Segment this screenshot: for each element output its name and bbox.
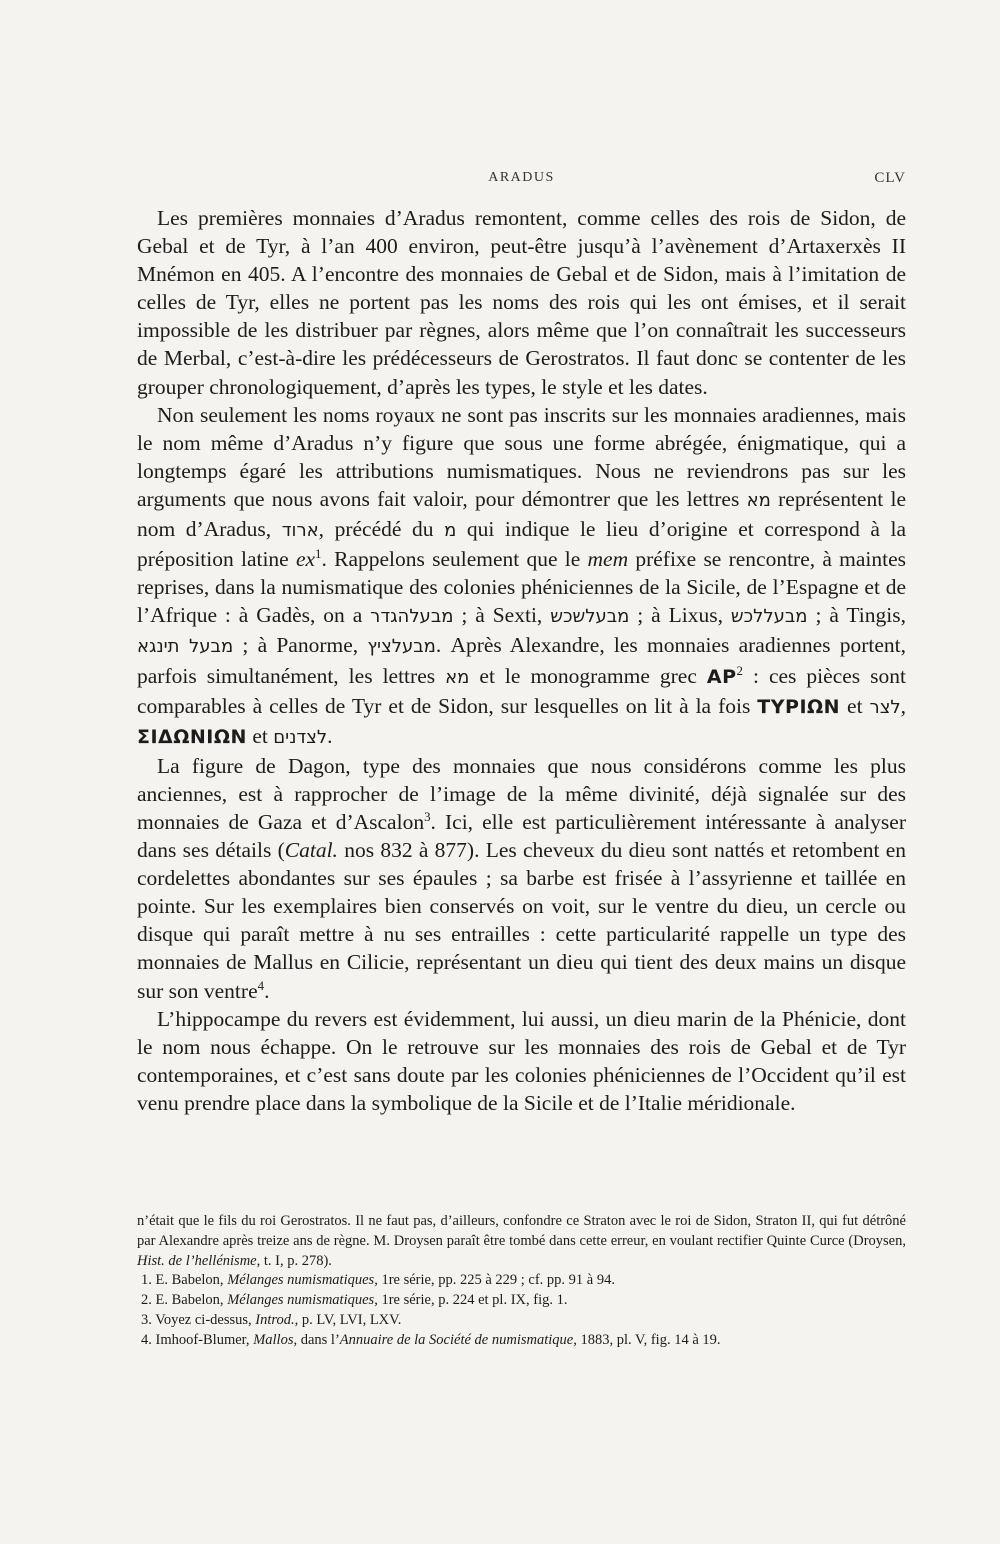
footnote-number: 2. [141, 1292, 152, 1309]
text-run: nos 832 à 877). Les cheveux du dieu sont nattés et retombent en cordelettes abondantes sur ses épaules ; sa barbe est frisée à l’assyrienne et taillée en pointe. Sur les exemplaires bien conservés on voit, sur le ventre du dieu, un cercle ou disque qui paraît mettre à nu ses entrailles : cette particularité rappelle un type des monnaies de Mallus en Cilicie, représentant un dieu qui tient des deux mains un disque sur son ventre [137, 838, 906, 1003]
hebrew-inscription: מבעללכש [730, 606, 808, 628]
italic-title: Mélanges numismatiques [227, 1292, 375, 1309]
hebrew-inscription: מבעלהגדר [370, 606, 454, 628]
hebrew-inscription: מא [445, 666, 470, 688]
hebrew-inscription: מבעלציץ [367, 636, 436, 658]
greek-legend: ΣΙΔΩΝΙΩΝ [137, 725, 247, 748]
text-run: : ces pièces sont comparables à celles de Tyr et de Sidon, sur lesquelles on lit à la fois [137, 663, 907, 718]
text-run: , [900, 693, 906, 718]
footnote-1 [137, 1271, 906, 1291]
text-run: , p. LV, LVI, LXV. [294, 1311, 402, 1328]
hebrew-inscription: ארוד [281, 520, 319, 542]
text-run: ; à Lixus, [629, 603, 731, 628]
hebrew-inscription: מבעל תינגא [137, 636, 234, 658]
hebrew-inscription: מבעלשכש [550, 606, 630, 628]
text-run: , 1re série, pp. 225 à 229 ; cf. pp. 91 à 94. [374, 1272, 615, 1289]
text-run: , 1re série, p. 224 et pl. IX, fig. 1. [374, 1292, 568, 1309]
paragraph-1 [137, 204, 906, 401]
text-run: . [327, 723, 333, 748]
hebrew-inscription: לצדנים [273, 726, 328, 748]
footnote-list [137, 1271, 906, 1350]
footnote-2 [137, 1291, 906, 1311]
footnote-number: 3. [141, 1311, 152, 1328]
footnote-ref[interactable]: 4 [257, 978, 265, 993]
text-run: préfixe se rencontre, à maintes reprises, dans la numismatique des colonies phéniciennes de la Sicile, de l’Espagne et de l’Afrique : à Gadès, on a [137, 547, 906, 628]
text-run: Les premières monnaies d’Aradus remontent, comme celles des rois de Sidon, de Gebal et de Tyr, à l’an 400 environ, peut-être jusqu’à l’avènement d’Artaxerxès II Mnémon en 405. A l’encontre des monnaies de Gebal et de Sidon, mais à l’imitation de celles de Tyr, elles ne portent pas les noms des rois qui les ont émises, et il serait impossible de les distribuer par règnes, alors même que l’on connaîtrait les successeurs de Merbal, c’est-à-dire les prédécesseurs de Gerostratos. Il faut donc se contenter de les grouper chronologiquement, d’après les types, le style et les dates. [137, 206, 906, 399]
text-run: , t. I, p. 278). [256, 1252, 332, 1269]
text-run: et [840, 693, 870, 718]
text-run: . Rappelons seulement que le [321, 547, 588, 572]
footnote-4 [137, 1331, 906, 1351]
text-run: ; à Tingis, [807, 603, 906, 628]
italic-term: ex [295, 547, 316, 572]
text-run: et [246, 723, 274, 748]
text-run: , 1883, pl. V, fig. 14 à 19. [573, 1331, 721, 1348]
italic-title: Hist. de l’hellénisme [137, 1252, 257, 1269]
hebrew-letter: מ [444, 520, 457, 542]
footnote-number: 1. [141, 1272, 152, 1289]
text-run: ; à Panorme, [233, 633, 368, 658]
text-run: . Ici, elle est particulièrement intéressante à analyser dans ses détails ( [137, 809, 906, 863]
paragraph-3 [137, 752, 906, 1005]
footnote-continued [137, 1212, 906, 1271]
italic-term: Catal. [284, 838, 338, 863]
paragraph-2 [137, 401, 906, 752]
text-run: E. Babelon, [155, 1272, 228, 1289]
text-run: n’était que le fils du roi Gerostratos. Il ne faut pas, d’ailleurs, confondre ce Straton avec le roi de Sidon, Straton II, qui fut détrôné par Alexandre après treize ans de règne. M. Droysen paraît être tombé dans cette erreur, en voulant rectifier Quinte Curce (Droysen, [137, 1213, 906, 1249]
footnotes [137, 1212, 906, 1351]
italic-title: Mélanges numismatiques [227, 1272, 375, 1289]
page-number: CLV [874, 170, 906, 186]
text-run: La figure de Dagon, type des monnaies que nous considérons comme les plus anciennes, est à rapprocher de l’image de la même divinité, déjà signalée sur des monnaies de Gaza et d’Ascalon [137, 753, 906, 834]
running-title: ARADUS [488, 170, 555, 185]
footnote-ref[interactable]: 1 [315, 546, 322, 561]
greek-legend: ΤΥΡΙΩΝ [757, 695, 841, 718]
footnote-ref[interactable]: 3 [424, 809, 431, 824]
greek-monogram: AP [706, 665, 737, 688]
body-text [137, 204, 906, 1117]
text-run: Voyez ci-dessus, [155, 1311, 256, 1328]
text-run: , précédé du [318, 517, 445, 542]
text-run: , dans l’ [293, 1331, 340, 1348]
page-header [137, 170, 906, 200]
text-run: ; à Sexti, [453, 603, 551, 628]
text-run: et le monogramme grec [469, 663, 707, 688]
text-run: . Après Alexandre, les monnaies aradiennes portent, parfois simultanément, les lettres [137, 633, 906, 688]
footnote-number: 4. [141, 1331, 152, 1348]
text-run: L’hippocampe du revers est évidemment, lui aussi, un dieu marin de la Phénicie, dont le nom nous échappe. On le retrouve sur les monnaies des rois de Gebal et de Tyr contemporaines, et c’est sans doute par les colonies phéniciennes de l’Occident qu’il est venu prendre place dans la symbolique de la Sicile et de l’Italie méridionale. [137, 1006, 906, 1115]
text-run: représentent le nom d’Aradus, [137, 486, 906, 542]
paragraph-4 [137, 1005, 906, 1117]
italic-title: Introd. [255, 1311, 295, 1328]
italic-title: Annuaire de la Société de numismatique [339, 1331, 574, 1348]
text-run: E. Babelon, [155, 1292, 228, 1309]
hebrew-inscription: מא [746, 489, 771, 511]
text-run: Non seulement les noms royaux ne sont pas inscrits sur les monnaies aradiennes, mais le nom même d’Aradus n’y figure que sous une forme abrégée, énigmatique, qui a longtemps égaré les attributions numismatiques. Nous ne reviendrons pas sur les arguments que nous avons fait valoir, pour démontrer que les lettres [137, 402, 906, 511]
italic-title: Mallos [253, 1331, 294, 1348]
hebrew-inscription: לצר [869, 696, 901, 718]
footnote-ref[interactable]: 2 [736, 663, 743, 678]
footnote-3 [137, 1311, 906, 1331]
text-run: . [264, 978, 270, 1003]
italic-term: mem [587, 547, 629, 572]
text-run: Imhoof-Blumer, [155, 1331, 254, 1348]
text-run: qui indique le lieu d’origine et correspond à la préposition latine [137, 517, 906, 572]
